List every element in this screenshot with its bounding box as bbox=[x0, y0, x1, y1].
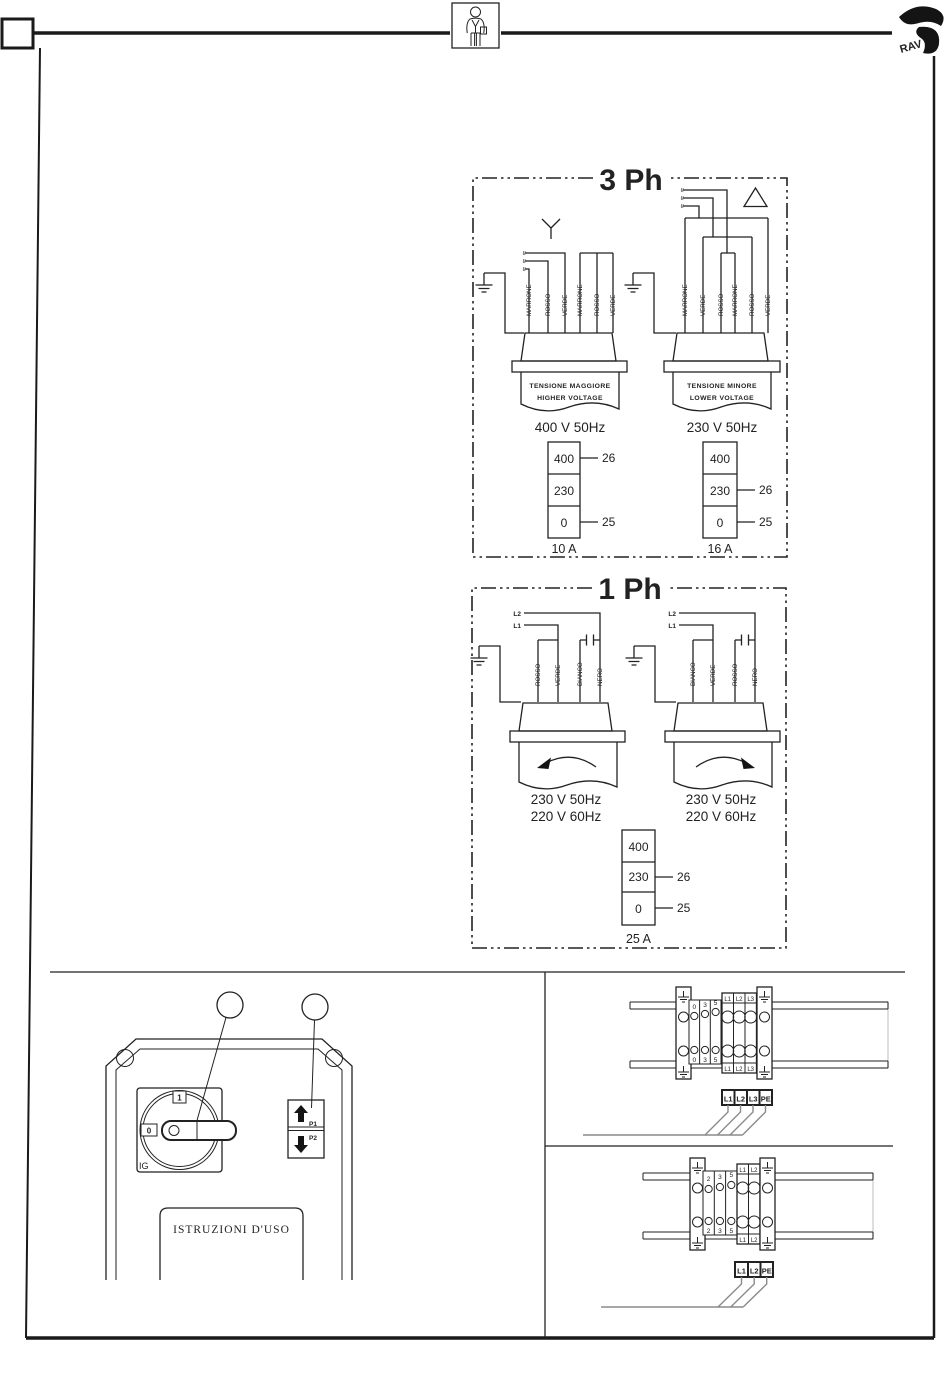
cable-label: L1 bbox=[723, 1094, 733, 1104]
selector-value: 400 bbox=[628, 840, 649, 854]
switch-off-label: 0 bbox=[146, 1126, 152, 1136]
voltage-rating-2: 220 V 60Hz bbox=[685, 809, 757, 824]
motor-banner bbox=[519, 742, 617, 789]
aux-number: 5 bbox=[713, 1057, 718, 1064]
arrowhead bbox=[741, 758, 755, 770]
wire-label: MARRONE bbox=[577, 284, 585, 316]
wire-label: MARRONE bbox=[526, 284, 534, 316]
wire-label: NERO bbox=[597, 668, 605, 686]
earth-ground-icon bbox=[626, 646, 643, 665]
aux-number: 3 bbox=[703, 1057, 707, 1064]
wire-label: ROSSO bbox=[718, 293, 726, 316]
three-phase-section bbox=[473, 164, 787, 557]
earth-ground-icon bbox=[476, 273, 493, 292]
cable-labels bbox=[722, 1090, 772, 1105]
section-divider-rules bbox=[50, 972, 905, 1338]
motor-banner bbox=[674, 742, 772, 789]
enclosure-outer-outline bbox=[106, 1039, 352, 1280]
phase-terminals bbox=[737, 1164, 761, 1244]
selector-value: 0 bbox=[716, 516, 724, 530]
supply-cable-wires bbox=[583, 1105, 766, 1135]
motor-body bbox=[674, 703, 767, 731]
star-wiring-diagram bbox=[476, 251, 628, 435]
arrow-up-icon bbox=[294, 1105, 308, 1122]
motor-body bbox=[519, 703, 612, 731]
cable-label: L1 bbox=[737, 1266, 746, 1276]
wire-label: ROSSO bbox=[545, 293, 553, 316]
aux-terminals bbox=[689, 1000, 721, 1064]
wire-label: VERDE bbox=[610, 294, 618, 316]
banner-line1: TENSIONE MAGGIORE bbox=[529, 383, 611, 390]
selector-value: 230 bbox=[709, 484, 731, 498]
banner-line1: TENSIONE MINORE bbox=[687, 383, 757, 390]
single-phase-right-diagram bbox=[626, 611, 781, 824]
ac-supply-mark-icon: ≈ bbox=[677, 203, 687, 209]
capacitor-icon bbox=[587, 635, 594, 646]
terminal-block-3ph bbox=[583, 987, 888, 1135]
ground-wire bbox=[484, 273, 524, 333]
aux-number: 3 bbox=[718, 1174, 722, 1181]
wire-label: MARRONE bbox=[682, 284, 690, 316]
aux-number: 3 bbox=[703, 1002, 707, 1009]
pushbutton-pair bbox=[288, 1100, 324, 1158]
switch-on-label: 1 bbox=[177, 1093, 182, 1103]
voltage-rating-1: 230 V 50Hz bbox=[530, 792, 602, 807]
supply-wires bbox=[679, 613, 755, 640]
supply-wires bbox=[524, 613, 600, 640]
tap-number: 25 bbox=[677, 901, 691, 915]
instructions-plate bbox=[160, 1208, 303, 1280]
selector-value: 400 bbox=[709, 452, 731, 466]
phase-label: L1 bbox=[739, 1168, 747, 1174]
callout-circle-1 bbox=[217, 992, 243, 1018]
fuse-rating: 16 A bbox=[707, 542, 733, 556]
aux-number: 0 bbox=[692, 1004, 697, 1011]
earth-ground-icon bbox=[625, 273, 642, 292]
line-label-L2: L2 bbox=[513, 611, 521, 618]
phase-label: L2 bbox=[750, 1238, 758, 1244]
wire-label: ROSSO bbox=[535, 663, 543, 686]
voltage-selector-single-phase bbox=[622, 830, 691, 946]
line-label-L1: L1 bbox=[513, 623, 521, 630]
voltage-rating-2: 220 V 60Hz bbox=[530, 809, 602, 824]
main-switch-dial bbox=[137, 1088, 236, 1172]
button-up-label: P1 bbox=[309, 1121, 317, 1128]
banner-line2: HIGHER VOLTAGE bbox=[537, 395, 603, 402]
three-phase-dashed-frame bbox=[473, 178, 787, 557]
motor-banner bbox=[673, 372, 771, 411]
wire-label: BIANCO bbox=[690, 662, 698, 686]
screw-icon bbox=[117, 1050, 134, 1067]
wire-label: ROSSO bbox=[749, 293, 757, 316]
aux-number: 5 bbox=[729, 1228, 734, 1235]
ground-terminal-right bbox=[757, 987, 772, 1079]
phase-label: L2 bbox=[735, 1067, 743, 1073]
ac-supply-mark-icon: ≈ bbox=[677, 187, 687, 193]
phase-label: L3 bbox=[747, 997, 755, 1003]
selector-value: 400 bbox=[553, 452, 575, 466]
switch-name-label: IG bbox=[139, 1161, 149, 1171]
motor-flange bbox=[510, 731, 625, 742]
rav-logo bbox=[899, 6, 944, 56]
wire-label: VERDE bbox=[562, 294, 570, 316]
mounting-plate bbox=[772, 1002, 888, 1068]
delta-connection-icon bbox=[744, 188, 767, 207]
control-panel-drawing bbox=[106, 992, 352, 1280]
tap-number: 26 bbox=[602, 451, 616, 465]
cable-label: L2 bbox=[736, 1094, 746, 1104]
aux-number: 2 bbox=[706, 1176, 711, 1183]
arrowhead bbox=[537, 758, 551, 770]
line-label-L2: L2 bbox=[668, 611, 676, 618]
selector-value: 230 bbox=[628, 870, 649, 884]
ground-terminal-right bbox=[760, 1158, 775, 1250]
supply-wires bbox=[683, 190, 727, 253]
single-phase-section bbox=[471, 573, 787, 948]
phase-label: L1 bbox=[724, 997, 732, 1003]
tap-number: 26 bbox=[759, 483, 773, 497]
ac-supply-mark-icon: ≈ bbox=[677, 195, 687, 201]
voltage-rating-1: 230 V 50Hz bbox=[685, 792, 757, 807]
aux-number: 3 bbox=[718, 1228, 722, 1235]
motor-flange bbox=[664, 361, 780, 372]
phase-label: L2 bbox=[735, 997, 743, 1003]
voltage-selector-delta bbox=[703, 442, 773, 556]
phase-label: L3 bbox=[747, 1067, 755, 1073]
wire-label: VERDE bbox=[710, 664, 718, 686]
switch-handle bbox=[162, 1121, 236, 1140]
ac-supply-mark-icon: ≈ bbox=[519, 258, 529, 264]
star-connection-icon bbox=[542, 219, 560, 239]
callout-circle-2 bbox=[302, 994, 328, 1020]
logo-letters: RAV bbox=[898, 38, 924, 56]
fuse-rating: 25 A bbox=[625, 932, 652, 946]
tap-number: 25 bbox=[602, 515, 616, 529]
aux-number: 5 bbox=[713, 1000, 718, 1007]
selector-value: 0 bbox=[560, 516, 568, 530]
ac-supply-mark-icon: ≈ bbox=[519, 250, 529, 256]
wire-label: VERDE bbox=[765, 294, 773, 316]
rotation-arrow-cw-icon bbox=[696, 757, 748, 767]
ground-wire bbox=[479, 646, 521, 702]
cable-label: PE bbox=[760, 1094, 771, 1104]
cable-label: L3 bbox=[748, 1094, 758, 1104]
ground-wire bbox=[634, 646, 676, 702]
voltage-rating: 400 V 50Hz bbox=[534, 420, 606, 435]
motor-body bbox=[521, 333, 616, 361]
arrow-down-icon bbox=[294, 1136, 308, 1153]
cable-label: L2 bbox=[749, 1266, 759, 1276]
aux-number: 0 bbox=[692, 1057, 697, 1064]
motor-flange bbox=[665, 731, 780, 742]
capacitor-icon bbox=[742, 635, 749, 646]
tap-number: 26 bbox=[677, 870, 691, 884]
ground-wire bbox=[633, 273, 676, 333]
aux-number: 2 bbox=[706, 1228, 711, 1235]
motor-flange bbox=[512, 361, 627, 372]
wire-label: ROSSO bbox=[594, 293, 602, 316]
phase-label: L1 bbox=[724, 1067, 732, 1073]
single-phase-title: 1 Ph bbox=[598, 573, 662, 606]
selector-value: 230 bbox=[553, 484, 575, 498]
tap-number: 25 bbox=[759, 515, 773, 529]
rotation-arrow-ccw-icon bbox=[544, 757, 596, 767]
enclosure-inner-outline bbox=[116, 1049, 342, 1280]
phase-label: L2 bbox=[750, 1168, 758, 1174]
banner-line2: LOWER VOLTAGE bbox=[689, 395, 755, 402]
wire-label: MARRONE bbox=[732, 284, 740, 316]
terminal-block-1ph bbox=[601, 1158, 873, 1307]
line-label-L1: L1 bbox=[668, 623, 676, 630]
voltage-selector-star bbox=[548, 442, 616, 556]
cable-label: PE bbox=[761, 1266, 772, 1276]
wire-label: VERDE bbox=[555, 664, 563, 686]
selector-value: 0 bbox=[635, 902, 642, 916]
three-phase-title: 3 Ph bbox=[599, 164, 663, 197]
callout-leader-lines bbox=[196, 1018, 315, 1125]
phase-label: L1 bbox=[739, 1238, 747, 1244]
motor-body bbox=[673, 333, 768, 361]
corner-register-box bbox=[2, 19, 33, 48]
wire-label: BIANCO bbox=[577, 662, 585, 686]
aux-terminals bbox=[703, 1171, 737, 1235]
instructions-plate-text: ISTRUZIONI D'USO bbox=[173, 1224, 290, 1236]
voltage-rating: 230 V 50Hz bbox=[686, 420, 758, 435]
wire-label: ROSSO bbox=[732, 663, 740, 686]
button-down-label: P2 bbox=[309, 1135, 317, 1142]
phase-terminals bbox=[722, 993, 757, 1073]
wire-label: NERO bbox=[752, 668, 760, 686]
operator-icon bbox=[452, 3, 499, 48]
wire-label: VERDE bbox=[700, 294, 708, 316]
fuse-rating: 10 A bbox=[551, 542, 577, 556]
star-bridge-wires bbox=[580, 253, 613, 333]
earth-ground-icon bbox=[471, 646, 488, 665]
left-border bbox=[26, 48, 40, 1338]
aux-number: 5 bbox=[729, 1172, 734, 1179]
delta-wiring-diagram bbox=[625, 188, 781, 435]
supply-cable-wires bbox=[601, 1277, 767, 1307]
motor-banner bbox=[521, 372, 619, 411]
cable-labels bbox=[735, 1262, 773, 1277]
single-phase-left-diagram bbox=[471, 611, 626, 824]
ac-supply-mark-icon: ≈ bbox=[519, 266, 529, 272]
